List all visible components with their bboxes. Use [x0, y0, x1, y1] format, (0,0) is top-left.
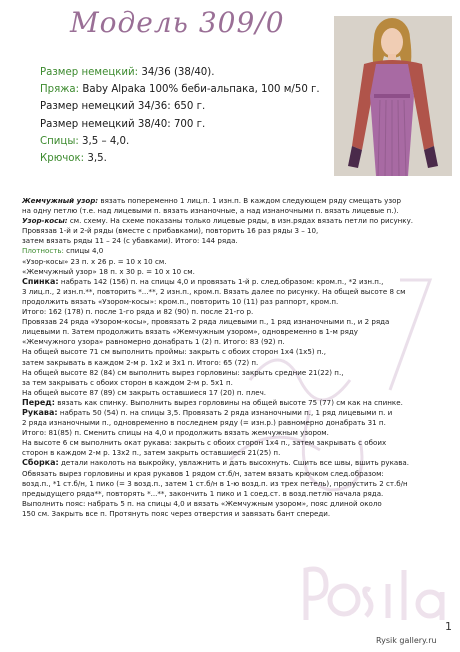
text-line [22, 358, 448, 368]
text-content: «Жемчужный узор» 18 п. х 30 р. = 10 х 10 см. [22, 266, 195, 276]
text-line [22, 398, 448, 408]
page-number: 1 [445, 620, 452, 633]
spec-key: Крючок: [40, 153, 85, 165]
text-content: На общей высоте 71 см выполнить проймы: закрыть с обоих сторон 1х4 (1х5) п., [22, 347, 327, 357]
text-line [22, 307, 448, 317]
specs-block [40, 64, 330, 167]
text-line [22, 469, 448, 479]
text-content: На общей высоте 82 (84) см выполнить вырез горловины: закрыть средние 21(22) п., [22, 367, 344, 377]
text-line [22, 277, 448, 287]
text-line [22, 428, 448, 438]
text-line [22, 388, 448, 398]
text-line [22, 196, 448, 206]
text-line [22, 327, 448, 337]
model-photo [334, 16, 452, 176]
spec-line [40, 133, 330, 150]
text-content: см. схему. На схеме показаны только лицевые ряды, в изн.рядах вязать петли по рисунку. [67, 216, 414, 226]
text-line [22, 489, 448, 499]
spec-line [40, 64, 330, 81]
section-label: Узор-косы: [22, 216, 68, 226]
text-line [22, 297, 448, 307]
text-line [22, 347, 448, 357]
text-line [22, 216, 448, 226]
text-content: лицевыми п. Затем продолжить вязать «Жемчужным узором», одновременно в 1-м ряду [22, 327, 358, 337]
text-line [22, 448, 448, 458]
text-content: набрать 50 (54) п. на спицы 3,5. Провязать 2 ряда изнаночными п., 1 ряд лицевыми п. и [57, 407, 393, 417]
spec-value: 34/36 (38/40). [138, 67, 215, 78]
page-title: Модель 309/0 [70, 6, 285, 39]
spec-value: 3,5 – 4,0. [78, 135, 130, 147]
text-line [22, 226, 448, 236]
text-content: набрать 142 (156) п. на спицы 4,0 и провязать 1-й р. след.образом: кром.п., *2 изн.п., [58, 276, 384, 286]
text-content: На общей высоте 87 (89) см закрыть оставшиеся 17 (20) п. плеч. [22, 387, 267, 397]
text-content: Обвязать вырез горловины и края рукавов 1 рядом ст.б/н, затем вязать крючком след.образом: [22, 468, 384, 478]
text-content: затем закрывать в каждом 2-м р. 1х2 и 3х1 п. Итого: 65 (72) п. [22, 357, 259, 367]
spec-line [40, 98, 330, 115]
text-line [22, 246, 448, 256]
spec-line [40, 150, 330, 167]
text-content: за тем закрывать с обоих сторон в каждом 2-м р. 5х1 п. [22, 377, 233, 387]
text-content: Итого: 81(85) п. Сменить спицы на 4,0 и продолжить вязать жемчужным узором. [22, 428, 329, 438]
text-line [22, 317, 448, 327]
text-content: 3 лиц.п., 2 изн.п.**, повторить *...**, 2 изн.п., кром.п. Вязать далее по рисунку. На общей высоте 8 см [22, 286, 406, 296]
text-content: сторон в каждом 2-м р. 13х2 п., затем закрыть оставшиеся 21(25) п. [22, 448, 281, 458]
spec-line [40, 81, 330, 98]
text-line [22, 236, 448, 246]
text-line [22, 206, 448, 216]
section-label: Сборка: [22, 458, 59, 468]
section-label: Рукава: [22, 407, 58, 417]
text-content: Выполнить пояс: набрать 5 п. на спицы 4,0 и вязать «Жемчужным узором», пояс длиной около [22, 498, 382, 508]
text-line [22, 408, 448, 418]
spec-value: Размер немецкий 34/36: 650 г. [40, 101, 206, 113]
text-line [22, 438, 448, 448]
section-label: Спинка: [22, 276, 59, 286]
text-content: продолжить вязать «Узором-косы»: кром.п., повторить 10 (11) раз раппорт, кром.п. [22, 296, 339, 306]
text-content: На высоте 6 см выполнить окат рукава: закрыть с обоих сторон 1х4 п., затем закрывать с обоих [22, 438, 387, 448]
section-label: Перед: [22, 397, 55, 407]
text-content: вязать как спинку. Выполнить вырез горловины на общей высоте 75 (77) см как на спинке. [54, 397, 403, 407]
text-content: затем вязать ряды 11 – 24 (с убавками). Итого: 144 ряда. [22, 236, 238, 246]
text-line [22, 368, 448, 378]
spec-value: Baby Alpaka 100% беби-альпака, 100 м/50 г. [79, 84, 320, 96]
text-content: вязать попеременно 1 лиц.п. 1 изн.п. В каждом следующем ряду смещать узор [98, 196, 401, 205]
instructions-text [22, 196, 448, 519]
text-line [22, 499, 448, 509]
text-content: 2 ряда изнаночными п., одновременно в последнем ряду (= изн.р.) равномерно донабрать 31 п. [22, 418, 386, 428]
text-content: Провязав 24 ряда «Узором-косы», провязать 2 ряда лицевыми п., 1 ряд изнаночными п., и 2 ряда [22, 317, 390, 327]
section-label: Плотность: [22, 246, 64, 256]
woman-in-dress-icon [334, 16, 452, 176]
posila-watermark-icon [296, 540, 456, 640]
text-line [22, 257, 448, 267]
spec-value: 3,5. [84, 153, 107, 165]
text-line [22, 287, 448, 297]
text-line [22, 337, 448, 347]
text-content: спицы 4,0 [63, 246, 104, 256]
text-content: возд.п., *1 ст.б/н, 1 пико (= 3 возд.п., затем 1 ст.б/н в 1-ю возд.п. из трех петель), пропустить 2 ст.б/н [22, 478, 408, 488]
text-content: на одну петлю (т.е. над лицевыми п. вязать изнаночные, а над изнаночными п. вязать лицевые п.). [22, 206, 399, 216]
text-content: предыдущего ряда**, повторять *...**, закончить 1 пико и 1 соед.ст. в возд.петлю начала ряда. [22, 488, 384, 498]
text-line [22, 458, 448, 468]
section-label: Жемчужный узор: [22, 196, 99, 205]
spec-key: Размер немецкий: [40, 67, 139, 78]
spec-key: Спицы: [40, 135, 79, 147]
text-content: «Жемчужного узора» равномерно донабрать 1 (2) п. Итого: 83 (92) п. [22, 337, 285, 347]
site-credit: Rysik gallery.ru [376, 636, 437, 645]
text-content: «Узор-косы» 23 п. х 26 р. = 10 х 10 см. [22, 256, 167, 266]
text-content: 150 см. Закрыть все п. Протянуть пояс через отверстия и завязать бант спереди. [22, 508, 331, 518]
spec-line [40, 116, 330, 133]
text-line [22, 418, 448, 428]
text-content: Итого: 162 (178) п. после 1-го ряда и 82 (90) п. после 21-го р. [22, 307, 254, 317]
text-content: детали наколоть на выкройку, увлажнить и дать высохнуть. Сшить все швы, вшить рукава. [58, 458, 410, 468]
text-line [22, 509, 448, 519]
text-line [22, 479, 448, 489]
text-content: Провязав 1-й и 2-й ряды (вместе с прибавками), повторить 16 раз ряды 3 – 10, [22, 226, 319, 236]
spec-value: Размер немецкий 38/40: 700 г. [40, 118, 206, 130]
spec-key: Пряжа: [40, 84, 80, 96]
text-line [22, 378, 448, 388]
text-line [22, 267, 448, 277]
